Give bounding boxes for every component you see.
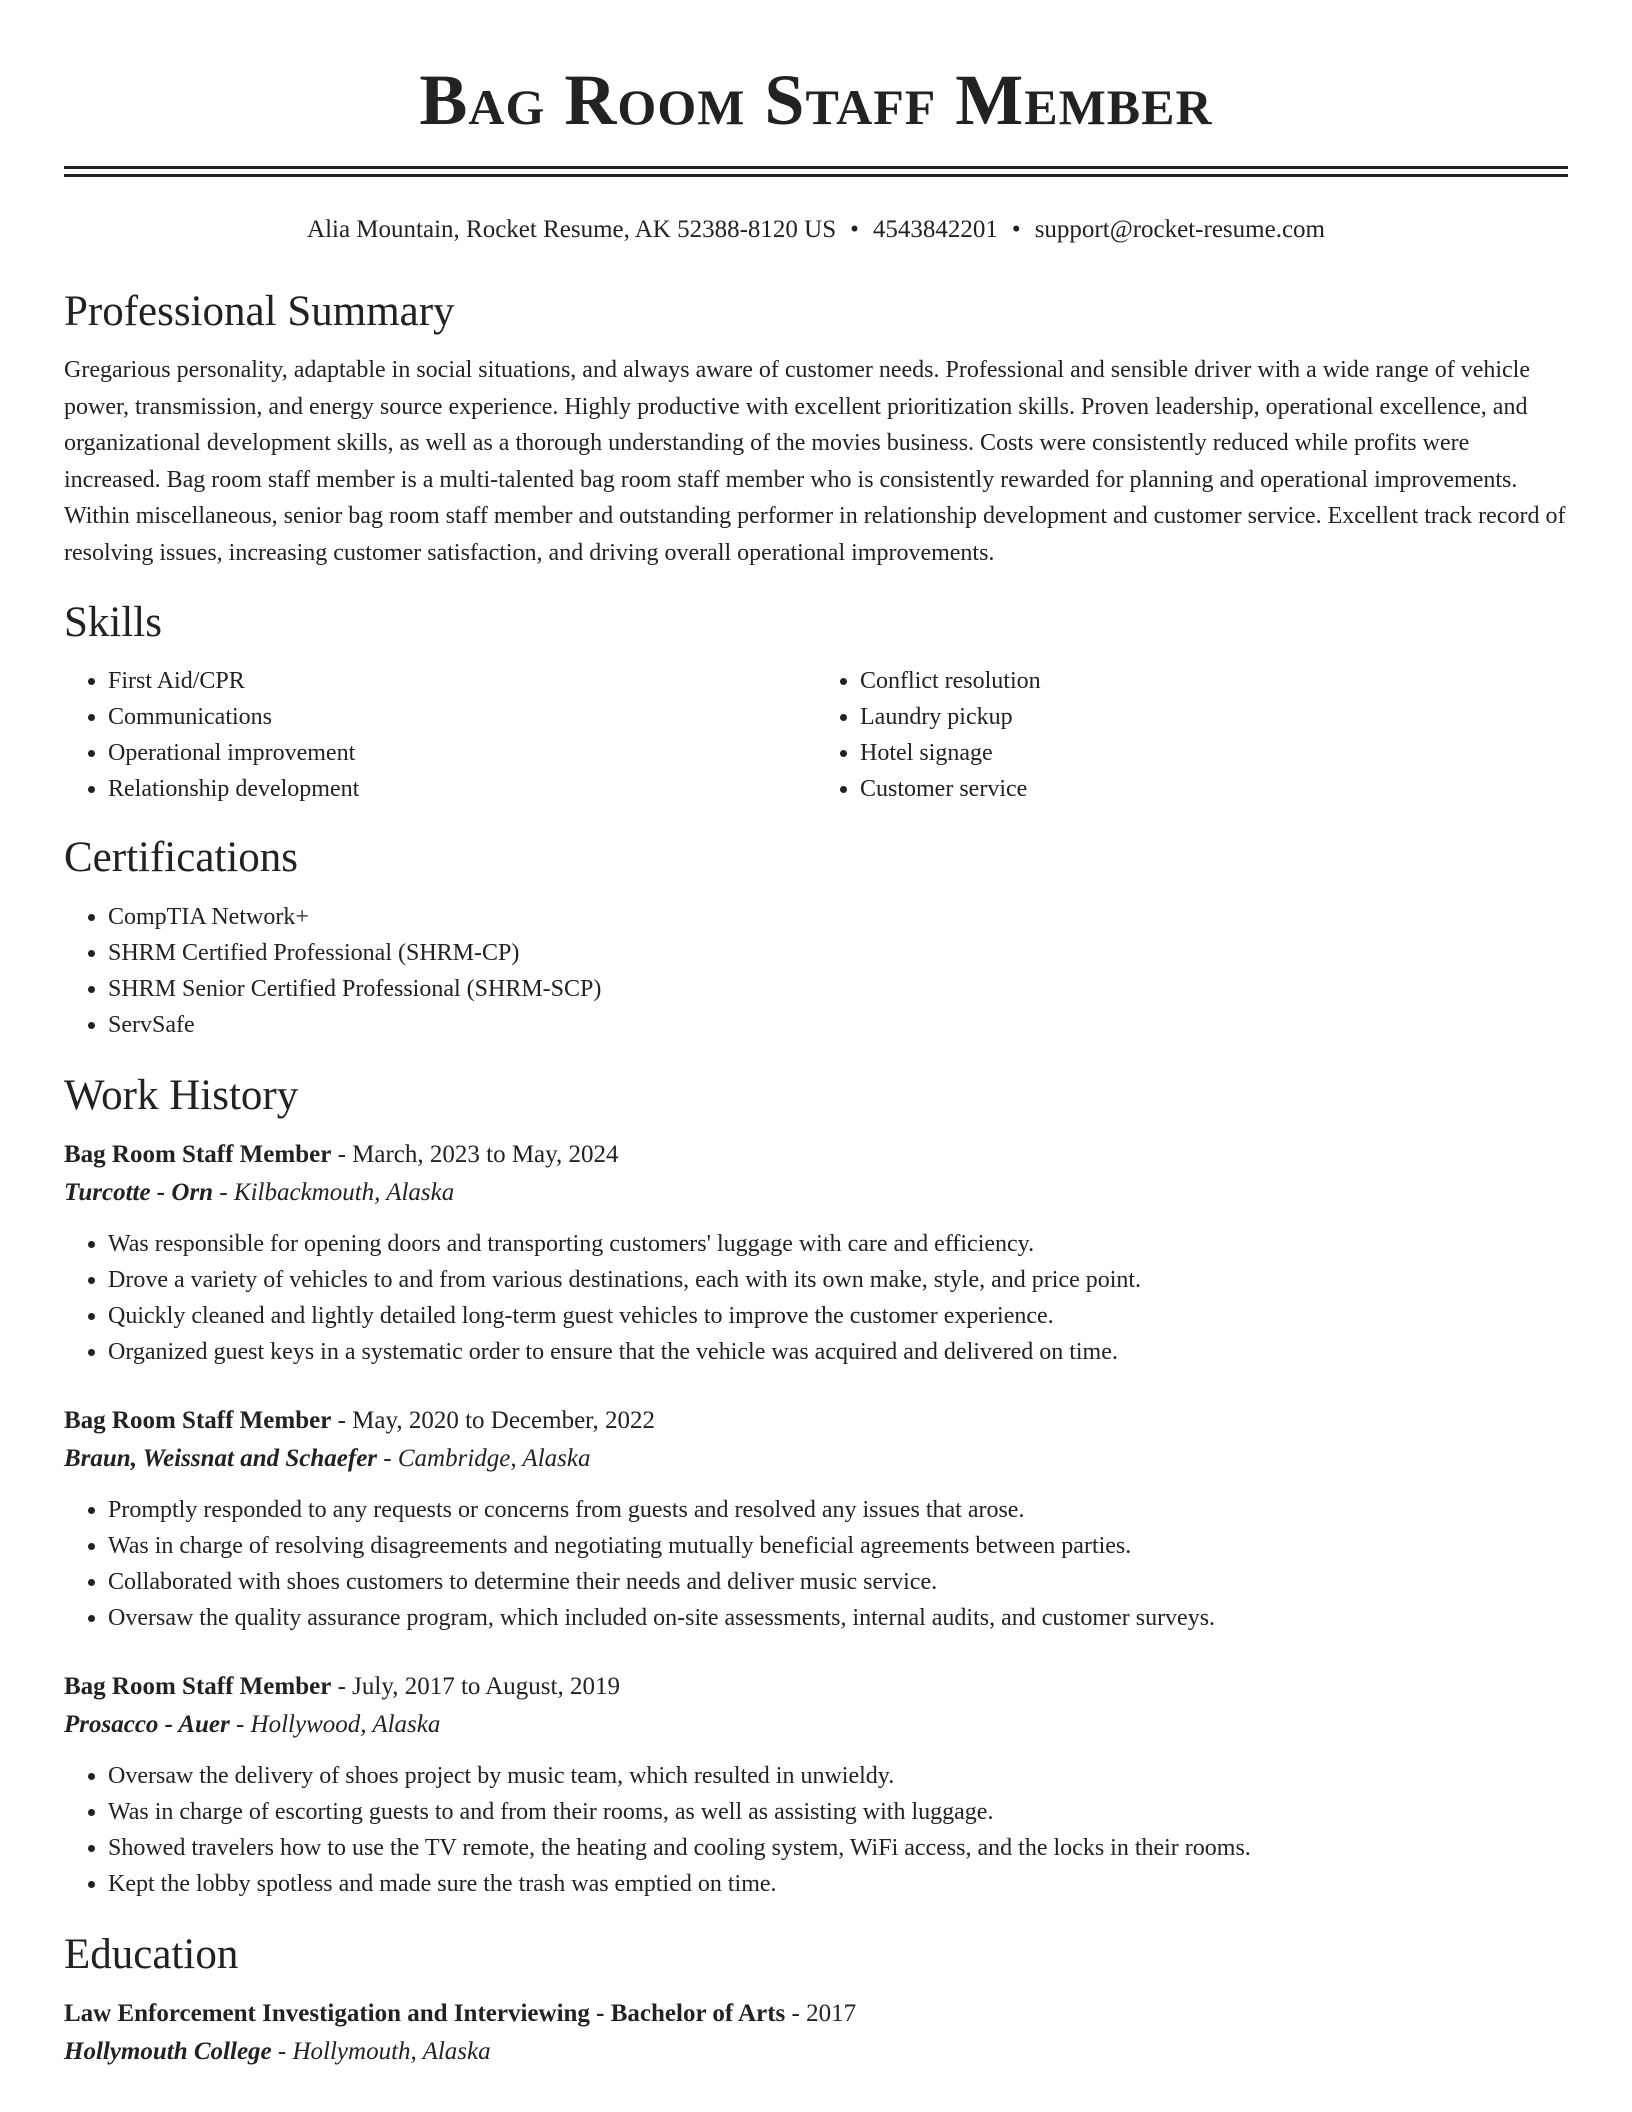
title-rule-thick — [64, 166, 1568, 169]
job-dates: - July, 2017 to August, 2019 — [331, 1673, 620, 1700]
skills-section — [64, 598, 1568, 807]
education-heading: Education — [64, 1931, 239, 1978]
job-title: Bag Room Staff Member — [64, 1141, 332, 1168]
contact-phone: 4543842201 — [872, 216, 998, 243]
skill-item: • Operational improvement — [108, 735, 816, 771]
education-entry — [64, 1995, 1568, 2071]
job-bullet: • Oversaw the quality assurance program, which included on-site assessments, internal audits, and customer surveys. — [108, 1600, 1568, 1636]
job-bullet: • Kept the lobby spotless and made sure the trash was emptied on time. — [108, 1866, 1568, 1902]
resume-title: Bag Room Staff Member — [419, 60, 1213, 140]
job-dates: - March, 2023 to May, 2024 — [331, 1141, 619, 1168]
job-bullet: • Was in charge of escorting guests to and from their rooms, as well as assisting with luggage. — [108, 1794, 1568, 1830]
title-rule-thin — [64, 174, 1568, 177]
summary-section — [64, 287, 1568, 571]
job-entry — [64, 1668, 1568, 1902]
job-entry — [64, 1402, 1568, 1636]
job-company: Braun, Weissnat and Schaefer — [64, 1445, 378, 1472]
job-bullets — [64, 1492, 1568, 1636]
job-location: - Cambridge, Alaska — [377, 1445, 591, 1472]
work-history-section — [64, 1071, 1568, 1902]
skills-columns — [64, 663, 1568, 807]
contact-address: Alia Mountain, Rocket Resume, AK 52388-8120 US — [307, 216, 837, 243]
education-degree-line — [64, 1995, 1568, 2033]
job-company: Turcotte - Orn — [64, 1179, 214, 1206]
education-school: Hollymouth College — [64, 2038, 272, 2065]
contact-email: support@rocket-resume.com — [1034, 216, 1325, 243]
skill-item: • Laundry pickup — [860, 699, 1568, 735]
certification-item: • CompTIA Network+ — [108, 899, 1568, 935]
certification-item: • SHRM Senior Certified Professional (SHRM-SCP) — [108, 971, 1568, 1007]
skill-item: • First Aid/CPR — [108, 663, 816, 699]
education-section — [64, 1930, 1568, 2071]
education-degree: Law Enforcement Investigation and Interviewing - Bachelor of Arts — [64, 2000, 786, 2027]
skill-item: • Relationship development — [108, 771, 816, 807]
job-company-line — [64, 1174, 1568, 1212]
job-bullet: • Was in charge of resolving disagreements and negotiating mutually beneficial agreements between parties. — [108, 1528, 1568, 1564]
certification-item: • ServSafe — [108, 1007, 1568, 1043]
job-bullet: • Quickly cleaned and lightly detailed long-term guest vehicles to improve the customer experience. — [108, 1298, 1568, 1334]
job-bullet: • Organized guest keys in a systematic order to ensure that the vehicle was acquired and delivered on time. — [108, 1334, 1568, 1370]
certification-item: • SHRM Certified Professional (SHRM-CP) — [108, 935, 1568, 971]
job-bullets — [64, 1226, 1568, 1370]
skill-item: • Customer service — [860, 771, 1568, 807]
job-location: - Hollywood, Alaska — [229, 1711, 441, 1738]
resume-page — [64, 0, 1568, 2071]
skill-item: • Hotel signage — [860, 735, 1568, 771]
summary-text: Gregarious personality, adaptable in social situations, and always aware of customer needs. Professional and sensible driver with a wide range of vehicle power, transmission, and energy source experience. Highly productive with excellent prioritization skills. Proven leadership, operational excellence, and organizational development skills, as well as a thorough understanding of the movies business. Costs were consistently reduced while profits were increased. Bag room staff member is a multi-talented bag room staff member who is consistently rewarded for planning and operational improvements. Within miscellaneous, senior bag room staff member and outstanding performer in relationship development and customer service. Excellent track record of resolving issues, increasing customer satisfaction, and driving overall operational improvements. — [64, 357, 1566, 566]
job-company-line — [64, 1440, 1568, 1478]
skills-list-right — [816, 663, 1568, 807]
certifications-list — [64, 899, 1568, 1043]
education-school-line — [64, 2033, 1568, 2071]
job-bullet: • Drove a variety of vehicles to and from various destinations, each with its own make, style, and price point. — [108, 1262, 1568, 1298]
job-bullet: • Showed travelers how to use the TV remote, the heating and cooling system, WiFi access, and the locks in their rooms. — [108, 1830, 1568, 1866]
job-company: Prosacco - Auer — [64, 1711, 230, 1738]
job-title: Bag Room Staff Member — [64, 1673, 332, 1700]
education-location: - Hollymouth, Alaska — [271, 2038, 491, 2065]
job-title: Bag Room Staff Member — [64, 1407, 332, 1434]
job-dates: - May, 2020 to December, 2022 — [331, 1407, 655, 1434]
job-bullet: • Oversaw the delivery of shoes project by music team, which resulted in unwieldy. — [108, 1758, 1568, 1794]
work-history-heading: Work History — [64, 1072, 299, 1119]
skills-list-left — [64, 663, 816, 807]
skill-item: • Communications — [108, 699, 816, 735]
summary-heading: Professional Summary — [64, 288, 455, 335]
skills-heading: Skills — [64, 599, 162, 646]
contact-separator: • — [850, 216, 859, 243]
job-company-line — [64, 1706, 1568, 1744]
job-title-line — [64, 1136, 1568, 1174]
contact-separator: • — [1011, 216, 1021, 243]
job-title-line — [64, 1402, 1568, 1440]
certifications-section — [64, 833, 1568, 1043]
certifications-heading: Certifications — [64, 834, 299, 881]
job-bullet: • Collaborated with shoes customers to determine their needs and deliver music service. — [108, 1564, 1568, 1600]
job-bullets — [64, 1758, 1568, 1902]
job-title-line — [64, 1668, 1568, 1706]
job-bullet: • Promptly responded to any requests or concerns from guests and resolved any issues that arose. — [108, 1492, 1568, 1528]
education-year: - 2017 — [785, 2000, 857, 2027]
job-entry — [64, 1136, 1568, 1370]
skill-item: • Conflict resolution — [860, 663, 1568, 699]
job-location: - Kilbackmouth, Alaska — [213, 1179, 455, 1206]
contact-line — [64, 215, 1568, 245]
job-bullet: • Was responsible for opening doors and transporting customers' luggage with care and efficiency. — [108, 1226, 1568, 1262]
